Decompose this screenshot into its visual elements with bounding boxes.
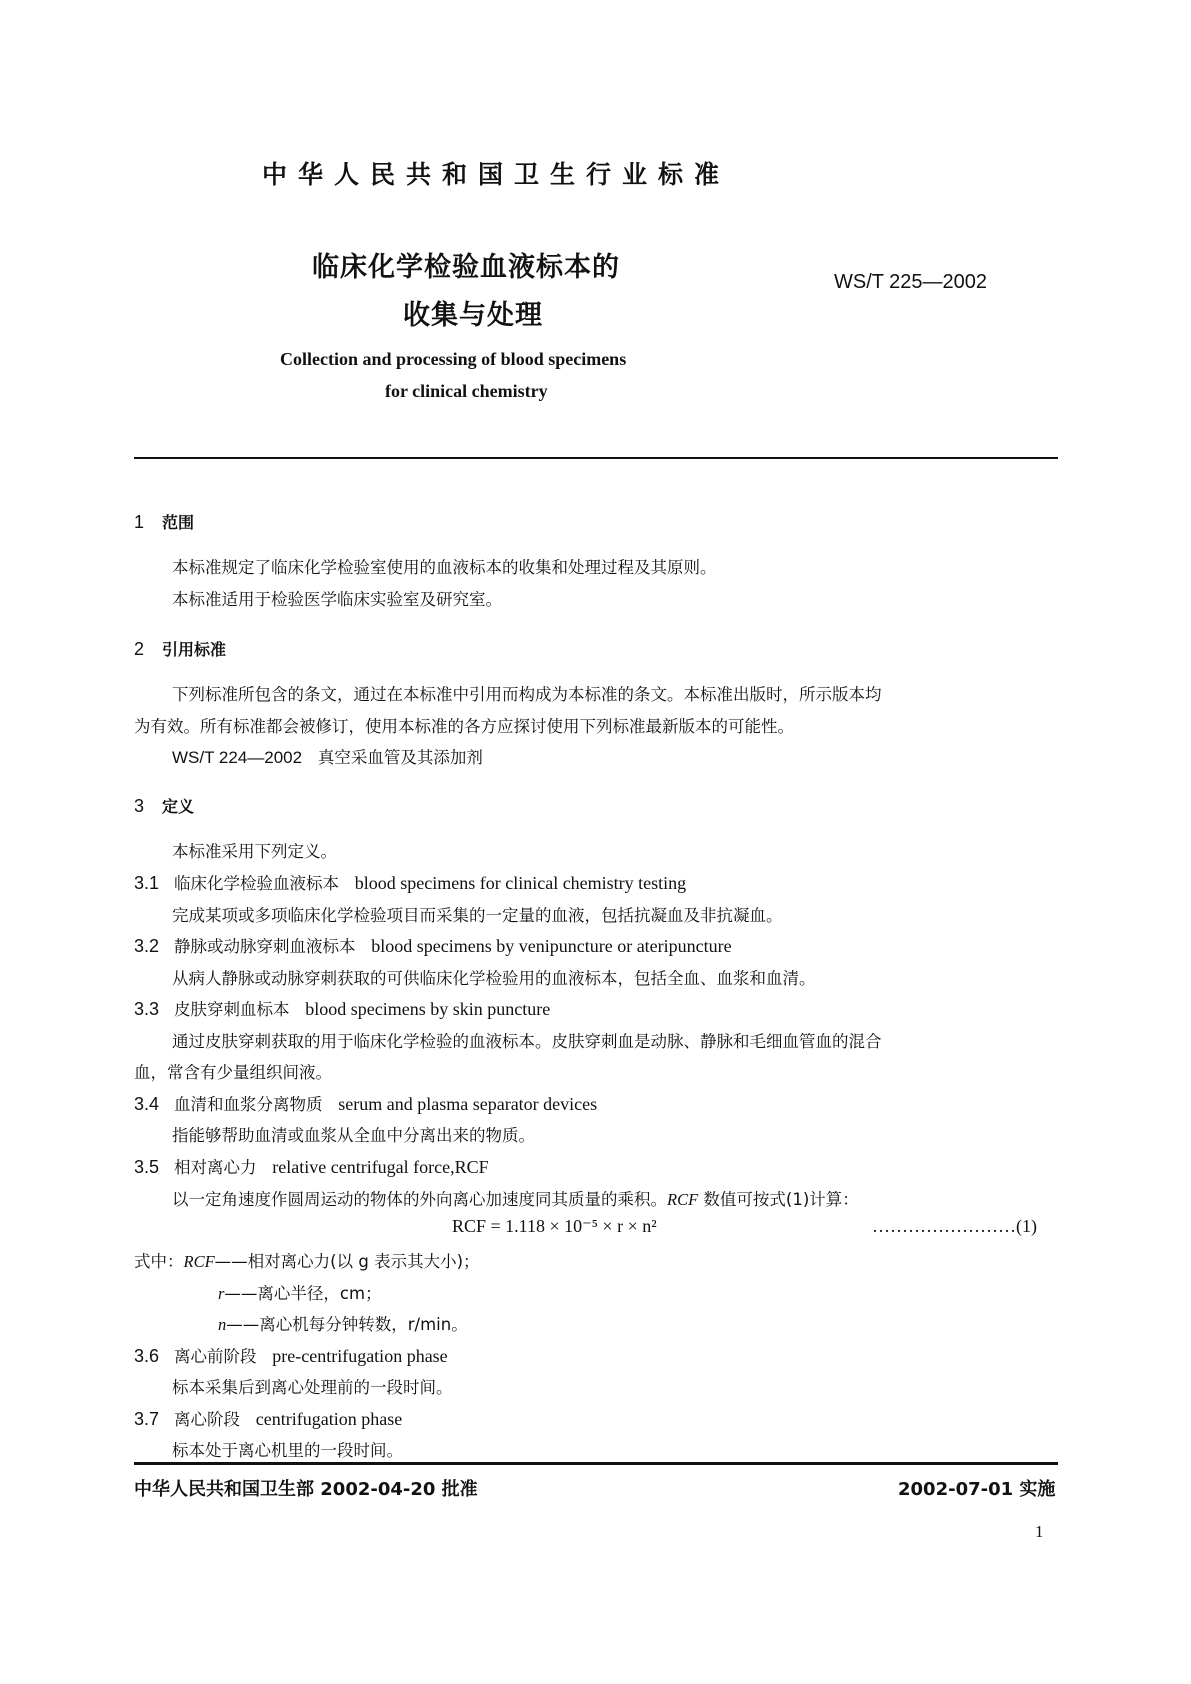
term-en: blood specimens for clinical chemistry testing (354, 873, 687, 893)
formula-variable-r (218, 1280, 382, 1304)
definition-text: 数值可按式(1)计算： (698, 1190, 859, 1209)
clause-3-7-definition: 标本处于离心机里的一段时间。 (172, 1441, 403, 1460)
paragraph: 本标准规定了临床化学检验室使用的血液标本的收集和处理过程及其原则。 (172, 558, 717, 577)
clause-3-7-term (134, 1406, 402, 1430)
term-zh: 血清和血浆分离物质 (174, 1095, 323, 1114)
header-divider (134, 457, 1058, 459)
section-heading-3 (134, 794, 194, 817)
section-heading-1 (134, 510, 194, 533)
definition-text: 以一定角速度作圆周运动的物体的外向离心加速度同其质量的乘积。 (172, 1190, 667, 1209)
paragraph: 本标准适用于检验医学临床实验室及研究室。 (172, 590, 502, 609)
term-zh: 离心前阶段 (174, 1347, 257, 1366)
reference-code: WS/T 224—2002 (172, 748, 303, 767)
variable-description: ——离心半径，cm； (224, 1284, 382, 1303)
section-title: 引用标准 (162, 640, 227, 659)
clause-number: 3.2 (134, 936, 160, 956)
clause-3-1-term (134, 870, 686, 894)
clause-number: 3.5 (134, 1157, 160, 1177)
english-title-line2: for clinical chemistry (385, 381, 548, 401)
rcf-formula: RCF = 1.118 × 10⁻⁵ × r × n² (452, 1216, 657, 1236)
reference-title: 真空采血管及其添加剂 (317, 748, 483, 767)
variable-symbol: r (218, 1284, 225, 1303)
clause-3-6-definition: 标本采集后到离心处理前的一段时间。 (172, 1378, 453, 1397)
document-title-line1: 临床化学检验血液标本的 (312, 252, 620, 283)
standard-code: WS/T 225—2002 (834, 271, 988, 293)
term-en: blood specimens by venipuncture or ateripuncture (371, 936, 732, 956)
clause-3-3-definition-line2: 血，常含有少量组织间液。 (134, 1063, 332, 1082)
clause-number: 3.4 (134, 1094, 160, 1114)
section-number: 3 (134, 796, 145, 816)
term-en: relative centrifugal force,RCF (272, 1157, 489, 1177)
footer-divider (134, 1462, 1058, 1465)
paragraph: 为有效。所有标准都会被修订，使用本标准的各方应探讨使用下列标准最新版本的可能性。 (134, 717, 794, 736)
section-number: 2 (134, 639, 145, 659)
term-en: serum and plasma separator devices (338, 1094, 598, 1114)
clause-number: 3.7 (134, 1409, 160, 1429)
term-zh: 皮肤穿刺血标本 (174, 1000, 290, 1019)
english-title-line1: Collection and processing of blood specimens (280, 349, 627, 369)
formula-variable-n (218, 1311, 468, 1335)
section-number: 1 (134, 512, 145, 532)
section-title: 范围 (162, 513, 195, 532)
clause-3-2-term (134, 933, 732, 957)
term-zh: 离心阶段 (174, 1410, 240, 1429)
clause-number: 3.6 (134, 1346, 160, 1366)
variable-description: ——离心机每分钟转数，r/min。 (226, 1315, 468, 1334)
term-en: centrifugation phase (255, 1409, 403, 1429)
clause-number: 3.3 (134, 999, 160, 1019)
normative-reference (172, 744, 483, 768)
clause-3-3-definition-line1: 通过皮肤穿刺获取的用于临床化学检验的血液标本。皮肤穿刺血是动脉、静脉和毛细血管血的混合 (172, 1032, 882, 1051)
rcf-symbol: RCF (667, 1190, 699, 1209)
clause-3-3-term (134, 996, 550, 1020)
variable-description: ——相对离心力(以 g 表示其大小)； (214, 1252, 480, 1271)
variable-symbol: RCF (183, 1252, 215, 1271)
clause-3-2-definition: 从病人静脉或动脉穿刺获取的可供临床化学检验用的血液标本，包括全血、血浆和血清。 (172, 969, 816, 988)
term-zh: 静脉或动脉穿刺血液标本 (174, 937, 356, 956)
clause-3-5-definition (172, 1186, 859, 1210)
formula-number: ……………………(1) (872, 1216, 1037, 1236)
section-title: 定义 (162, 797, 195, 816)
section-heading-2 (134, 637, 226, 660)
clause-3-6-term (134, 1343, 448, 1367)
paragraph: 本标准采用下列定义。 (172, 842, 337, 861)
clause-3-1-definition: 完成某项或多项临床化学检验项目而采集的一定量的血液，包括抗凝血及非抗凝血。 (172, 906, 783, 925)
term-zh: 相对离心力 (174, 1158, 257, 1177)
approval-statement: 中华人民共和国卫生部 2002-04-20 批准 (134, 1479, 478, 1500)
implementation-date: 2002-07-01 实施 (898, 1479, 1056, 1500)
formula-variable-rcf (134, 1248, 480, 1272)
clause-3-5-term (134, 1154, 489, 1178)
document-title-line2: 收集与处理 (403, 300, 543, 331)
clause-3-4-definition: 指能够帮助血清或血浆从全血中分离出来的物质。 (172, 1126, 535, 1145)
paragraph: 下列标准所包含的条文，通过在本标准中引用而构成为本标准的条文。本标准出版时，所示版本均 (172, 685, 882, 704)
standard-category: 中华人民共和国卫生行业标准 (262, 160, 731, 189)
term-en: pre-centrifugation phase (272, 1346, 448, 1366)
clause-number: 3.1 (134, 873, 160, 893)
variable-symbol: n (218, 1315, 227, 1334)
clause-3-4-term (134, 1091, 597, 1115)
where-label: 式中： (134, 1252, 184, 1271)
term-zh: 临床化学检验血液标本 (174, 874, 339, 893)
term-en: blood specimens by skin puncture (305, 999, 551, 1019)
page-number: 1 (1035, 1522, 1044, 1541)
